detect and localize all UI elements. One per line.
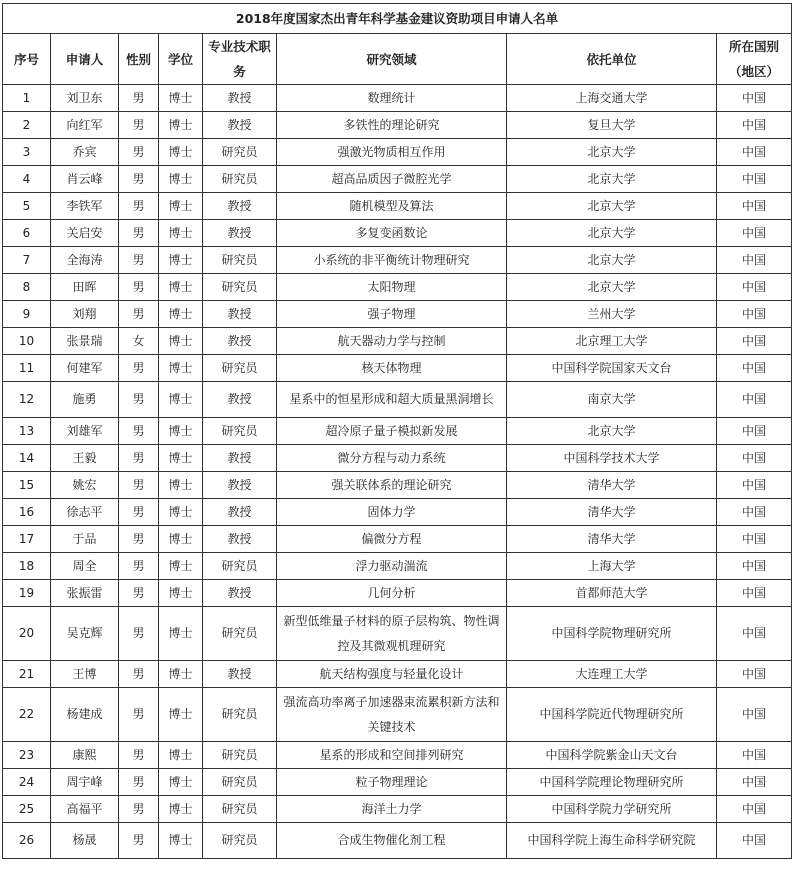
cell-title: 研究员 [203,742,277,769]
cell-field: 航天结构强度与轻量化设计 [277,661,507,688]
cell-field: 太阳物理 [277,274,507,301]
cell-gender: 男 [119,553,159,580]
cell-gender: 男 [119,661,159,688]
cell-degree: 博士 [159,166,203,193]
table-row [3,220,792,247]
table-row [3,139,792,166]
header-title: 专业技术职务 [203,34,277,85]
cell-field: 偏微分方程 [277,526,507,553]
cell-gender: 男 [119,382,159,418]
cell-unit: 北京大学 [507,166,717,193]
cell-gender: 男 [119,796,159,823]
cell-country: 中国 [717,355,792,382]
cell-title: 教授 [203,661,277,688]
table-row [3,796,792,823]
cell-field: 航天器动力学与控制 [277,328,507,355]
cell-no: 17 [3,526,51,553]
cell-unit: 北京大学 [507,418,717,445]
cell-gender: 男 [119,823,159,859]
cell-country: 中国 [717,607,792,661]
cell-title: 教授 [203,526,277,553]
table-row [3,553,792,580]
cell-country: 中国 [717,796,792,823]
cell-name: 王博 [51,661,119,688]
cell-field: 新型低维量子材料的原子层构筑、物性调控及其微观机理研究 [277,607,507,661]
cell-no: 14 [3,445,51,472]
cell-degree: 博士 [159,688,203,742]
table-row [3,274,792,301]
cell-title: 教授 [203,112,277,139]
cell-title: 教授 [203,472,277,499]
cell-title: 研究员 [203,553,277,580]
cell-field: 星系的形成和空间排列研究 [277,742,507,769]
cell-degree: 博士 [159,607,203,661]
cell-name: 周宇峰 [51,769,119,796]
table-row [3,382,792,418]
cell-unit: 中国科学院国家天文台 [507,355,717,382]
cell-gender: 男 [119,688,159,742]
cell-gender: 男 [119,139,159,166]
cell-degree: 博士 [159,85,203,112]
cell-no: 22 [3,688,51,742]
cell-name: 于品 [51,526,119,553]
cell-name: 李铁军 [51,193,119,220]
cell-field: 几何分析 [277,580,507,607]
cell-no: 13 [3,418,51,445]
cell-unit: 北京大学 [507,193,717,220]
cell-field: 强流高功率离子加速器束流累积新方法和关键技术 [277,688,507,742]
cell-degree: 博士 [159,526,203,553]
cell-degree: 博士 [159,823,203,859]
cell-unit: 北京大学 [507,274,717,301]
cell-degree: 博士 [159,382,203,418]
cell-no: 6 [3,220,51,247]
cell-country: 中国 [717,85,792,112]
cell-country: 中国 [717,220,792,247]
cell-degree: 博士 [159,301,203,328]
cell-no: 19 [3,580,51,607]
cell-no: 8 [3,274,51,301]
cell-country: 中国 [717,472,792,499]
table-row [3,607,792,661]
cell-gender: 男 [119,607,159,661]
cell-no: 16 [3,499,51,526]
header-row [3,34,792,85]
cell-no: 4 [3,166,51,193]
cell-title: 教授 [203,193,277,220]
table-title: 2018年度国家杰出青年科学基金建议资助项目申请人名单 [3,4,792,34]
cell-degree: 博士 [159,139,203,166]
cell-no: 12 [3,382,51,418]
cell-unit: 复旦大学 [507,112,717,139]
cell-unit: 中国科学院近代物理研究所 [507,688,717,742]
cell-field: 固体力学 [277,499,507,526]
cell-degree: 博士 [159,499,203,526]
cell-unit: 中国科学技术大学 [507,445,717,472]
cell-unit: 中国科学院理论物理研究所 [507,769,717,796]
cell-degree: 博士 [159,220,203,247]
cell-name: 刘卫东 [51,85,119,112]
cell-no: 23 [3,742,51,769]
cell-name: 杨晟 [51,823,119,859]
cell-country: 中国 [717,445,792,472]
table-row [3,661,792,688]
cell-title: 教授 [203,580,277,607]
cell-country: 中国 [717,274,792,301]
cell-country: 中国 [717,661,792,688]
header-country: 所在国别（地区） [717,34,792,85]
cell-no: 18 [3,553,51,580]
cell-gender: 男 [119,580,159,607]
cell-field: 随机模型及算法 [277,193,507,220]
table-row [3,499,792,526]
cell-name: 刘翔 [51,301,119,328]
cell-degree: 博士 [159,472,203,499]
cell-name: 关启安 [51,220,119,247]
cell-title: 研究员 [203,769,277,796]
cell-degree: 博士 [159,796,203,823]
table-row [3,445,792,472]
cell-unit: 北京大学 [507,247,717,274]
cell-country: 中国 [717,328,792,355]
cell-name: 施勇 [51,382,119,418]
cell-country: 中国 [717,553,792,580]
cell-field: 浮力驱动湍流 [277,553,507,580]
cell-field: 小系统的非平衡统计物理研究 [277,247,507,274]
cell-country: 中国 [717,418,792,445]
cell-country: 中国 [717,499,792,526]
cell-title: 教授 [203,220,277,247]
cell-name: 王毅 [51,445,119,472]
table-row [3,193,792,220]
cell-degree: 博士 [159,112,203,139]
cell-title: 研究员 [203,688,277,742]
cell-field: 合成生物催化剂工程 [277,823,507,859]
cell-no: 24 [3,769,51,796]
cell-title: 教授 [203,85,277,112]
cell-gender: 男 [119,112,159,139]
cell-gender: 男 [119,499,159,526]
table-row [3,580,792,607]
cell-country: 中国 [717,742,792,769]
cell-no: 5 [3,193,51,220]
cell-name: 姚宏 [51,472,119,499]
cell-no: 25 [3,796,51,823]
header-field: 研究领域 [277,34,507,85]
cell-no: 11 [3,355,51,382]
cell-gender: 男 [119,193,159,220]
cell-gender: 男 [119,301,159,328]
cell-title: 教授 [203,445,277,472]
cell-title: 教授 [203,328,277,355]
cell-field: 超冷原子量子模拟新发展 [277,418,507,445]
cell-name: 康熙 [51,742,119,769]
cell-no: 20 [3,607,51,661]
cell-degree: 博士 [159,661,203,688]
cell-gender: 女 [119,328,159,355]
cell-title: 教授 [203,499,277,526]
cell-title: 教授 [203,382,277,418]
cell-name: 高福平 [51,796,119,823]
cell-field: 多铁性的理论研究 [277,112,507,139]
cell-no: 1 [3,85,51,112]
cell-field: 核天体物理 [277,355,507,382]
cell-field: 强激光物质相互作用 [277,139,507,166]
header-unit: 依托单位 [507,34,717,85]
cell-title: 研究员 [203,607,277,661]
cell-gender: 男 [119,220,159,247]
cell-country: 中国 [717,139,792,166]
cell-country: 中国 [717,301,792,328]
cell-country: 中国 [717,382,792,418]
cell-name: 张景瑞 [51,328,119,355]
cell-unit: 清华大学 [507,472,717,499]
cell-gender: 男 [119,445,159,472]
cell-gender: 男 [119,355,159,382]
table-row [3,823,792,859]
cell-gender: 男 [119,418,159,445]
cell-no: 9 [3,301,51,328]
table-row [3,688,792,742]
table-row [3,85,792,112]
cell-gender: 男 [119,85,159,112]
table-row [3,112,792,139]
table-row [3,328,792,355]
cell-title: 研究员 [203,139,277,166]
cell-name: 全海涛 [51,247,119,274]
cell-gender: 男 [119,742,159,769]
cell-unit: 中国科学院紫金山天文台 [507,742,717,769]
cell-no: 26 [3,823,51,859]
cell-gender: 男 [119,274,159,301]
cell-name: 杨建成 [51,688,119,742]
cell-degree: 博士 [159,418,203,445]
header-gender: 性别 [119,34,159,85]
cell-unit: 中国科学院力学研究所 [507,796,717,823]
table-row [3,472,792,499]
cell-unit: 北京大学 [507,220,717,247]
cell-unit: 南京大学 [507,382,717,418]
cell-degree: 博士 [159,328,203,355]
cell-field: 多复变函数论 [277,220,507,247]
cell-title: 研究员 [203,418,277,445]
cell-name: 田晖 [51,274,119,301]
cell-title: 教授 [203,301,277,328]
cell-unit: 中国科学院上海生命科学研究院 [507,823,717,859]
cell-title: 研究员 [203,355,277,382]
cell-field: 数理统计 [277,85,507,112]
cell-no: 2 [3,112,51,139]
cell-unit: 首都师范大学 [507,580,717,607]
cell-name: 周全 [51,553,119,580]
cell-unit: 清华大学 [507,526,717,553]
cell-unit: 中国科学院物理研究所 [507,607,717,661]
cell-no: 21 [3,661,51,688]
cell-degree: 博士 [159,580,203,607]
cell-country: 中国 [717,580,792,607]
table-row [3,769,792,796]
cell-name: 乔宾 [51,139,119,166]
cell-title: 研究员 [203,166,277,193]
cell-degree: 博士 [159,274,203,301]
cell-field: 星系中的恒星形成和超大质量黑洞增长 [277,382,507,418]
cell-field: 微分方程与动力系统 [277,445,507,472]
cell-field: 超高品质因子微腔光学 [277,166,507,193]
cell-title: 研究员 [203,796,277,823]
cell-name: 吴克辉 [51,607,119,661]
cell-no: 10 [3,328,51,355]
table-row [3,247,792,274]
cell-gender: 男 [119,247,159,274]
cell-name: 何建军 [51,355,119,382]
cell-unit: 清华大学 [507,499,717,526]
header-no: 序号 [3,34,51,85]
cell-field: 海洋土力学 [277,796,507,823]
table-row [3,526,792,553]
cell-no: 3 [3,139,51,166]
cell-country: 中国 [717,112,792,139]
cell-country: 中国 [717,769,792,796]
table-row [3,355,792,382]
cell-unit: 上海交通大学 [507,85,717,112]
cell-country: 中国 [717,166,792,193]
cell-name: 向红军 [51,112,119,139]
cell-title: 研究员 [203,274,277,301]
table-row [3,301,792,328]
cell-field: 粒子物理理论 [277,769,507,796]
cell-country: 中国 [717,247,792,274]
cell-field: 强子物理 [277,301,507,328]
cell-gender: 男 [119,526,159,553]
cell-name: 肖云峰 [51,166,119,193]
cell-gender: 男 [119,472,159,499]
cell-unit: 北京大学 [507,139,717,166]
cell-degree: 博士 [159,445,203,472]
cell-unit: 兰州大学 [507,301,717,328]
header-name: 申请人 [51,34,119,85]
cell-degree: 博士 [159,742,203,769]
applicant-table [2,3,792,859]
cell-title: 研究员 [203,823,277,859]
cell-gender: 男 [119,166,159,193]
cell-degree: 博士 [159,553,203,580]
cell-degree: 博士 [159,193,203,220]
table-row [3,166,792,193]
cell-gender: 男 [119,769,159,796]
cell-unit: 大连理工大学 [507,661,717,688]
cell-degree: 博士 [159,355,203,382]
cell-name: 张振雷 [51,580,119,607]
table-row [3,418,792,445]
cell-country: 中国 [717,823,792,859]
cell-degree: 博士 [159,247,203,274]
table-row [3,742,792,769]
cell-name: 徐志平 [51,499,119,526]
cell-country: 中国 [717,688,792,742]
cell-no: 7 [3,247,51,274]
cell-unit: 上海大学 [507,553,717,580]
cell-no: 15 [3,472,51,499]
cell-field: 强关联体系的理论研究 [277,472,507,499]
cell-name: 刘雄军 [51,418,119,445]
cell-title: 研究员 [203,247,277,274]
cell-country: 中国 [717,526,792,553]
cell-unit: 北京理工大学 [507,328,717,355]
cell-degree: 博士 [159,769,203,796]
cell-country: 中国 [717,193,792,220]
header-degree: 学位 [159,34,203,85]
